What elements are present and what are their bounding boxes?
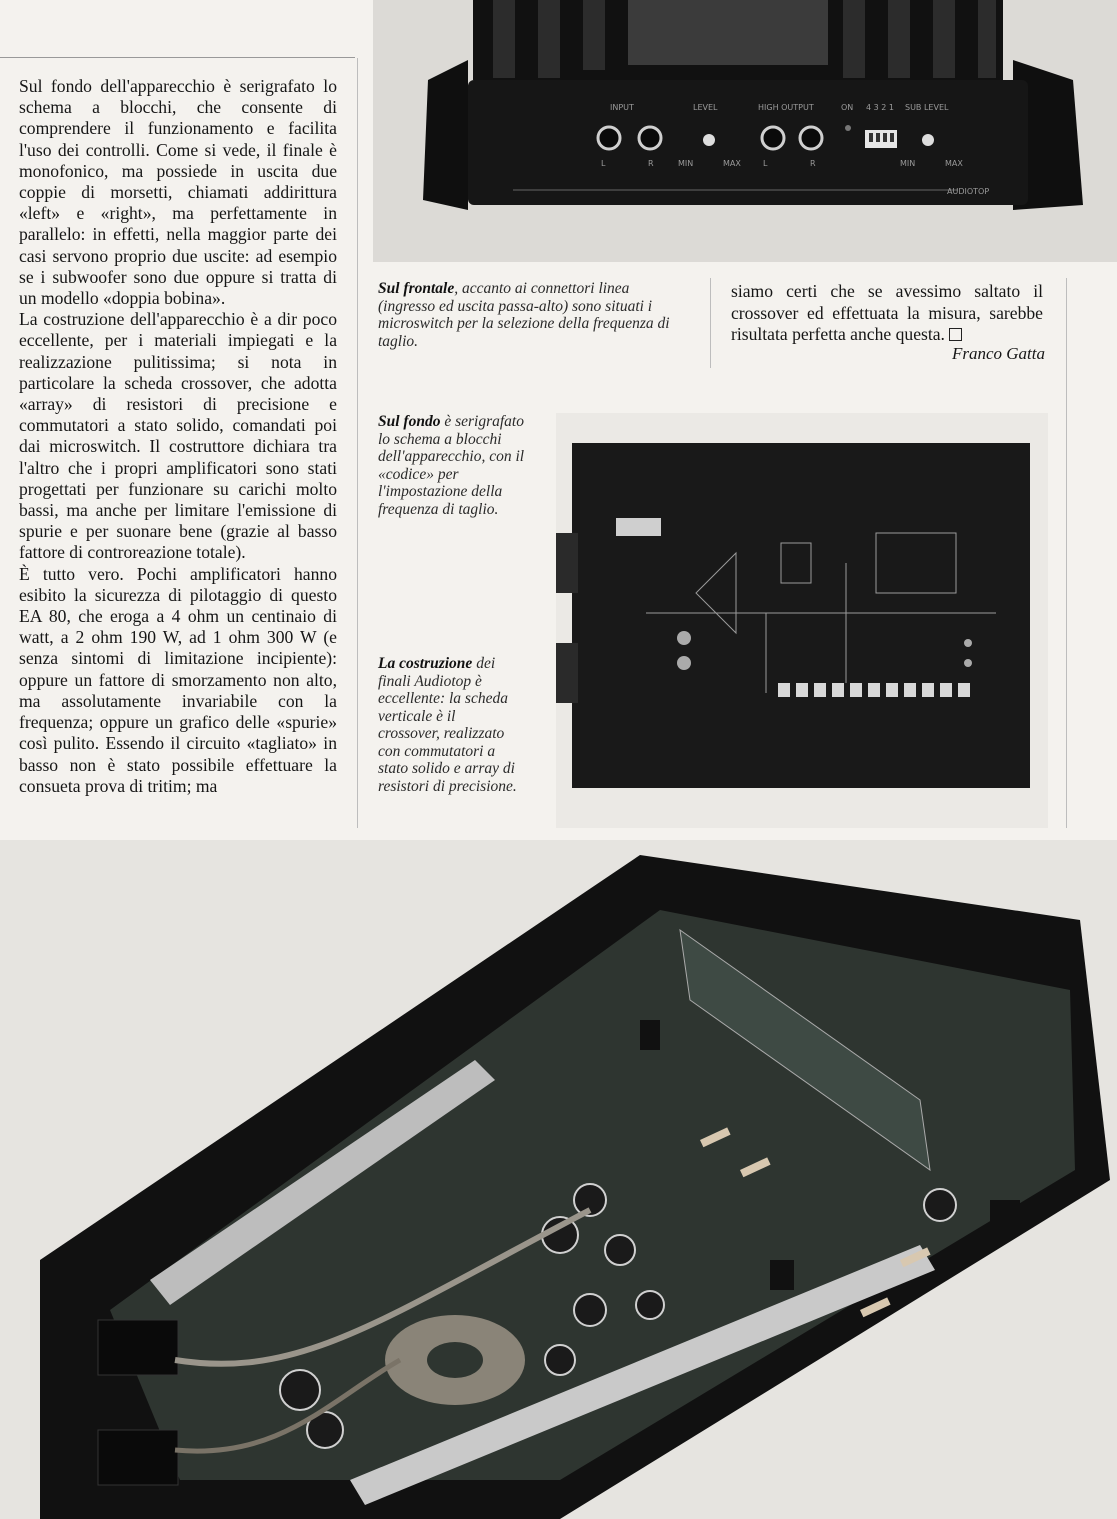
panel-label-high-output: HIGH OUTPUT bbox=[758, 103, 814, 112]
panel-brand: AUDIOTOP bbox=[947, 187, 990, 196]
article-paragraph-3: È tutto vero. Pochi amplificatori hanno esibito la sicurezza di pilotaggio di questo EA 80, che eroga a 4 ohm un centinaio di watt, a 2 ohm 190 W, ad 1 ohm 300 W (e senza sintomi di limitazione incipiente): oppure un fattore di smorzamento non alto, ma assolutamente invariabile con la frequenza; oppure un grafico delle «spurie» così pulito. Essendo il circuito «tagliato» in basso non è stato possibile effettuare la consueta prova di tritim; ma bbox=[19, 563, 337, 796]
column-divider-left bbox=[357, 58, 358, 828]
level-knob bbox=[703, 134, 715, 146]
panel-label-l1: L bbox=[601, 159, 606, 168]
rca-output-left bbox=[762, 127, 784, 149]
article-paragraph-2: La costruzione dell'apparecchio è a dir poco eccellente, per i materiali impiegati e la realizzazione pulitissima; si nota in particolare la scheda crossover, che adotta «array» di resistori di precisione e commutatori a stato solido, comandati poi dai microswitch. Il costruttore dichiara tra l'altro che i propri amplificatori sono stati progettati per funzionare su carichi molto bassi, ma anche per limitare l'emissione di spurie e per suonare bene (grazie al basso fattore di controreazione totale). bbox=[19, 309, 337, 563]
panel-label-l2: L bbox=[763, 159, 768, 168]
caption-bottom-lead: Sul fondo bbox=[378, 413, 441, 430]
panel-label-input: INPUT bbox=[610, 103, 634, 112]
column-divider-middle bbox=[710, 278, 711, 368]
caption-construction bbox=[378, 655, 518, 795]
caption-bottom-text: è serigrafato lo schema a blocchi dell'apparecchio, con il «codice» per l'impostazione della frequenza di taglio. bbox=[378, 413, 525, 518]
rca-input-left bbox=[598, 127, 620, 149]
panel-label-max1: MAX bbox=[723, 159, 741, 168]
panel-label-min1: MIN bbox=[678, 159, 694, 168]
caption-front-lead: Sul frontale bbox=[378, 280, 455, 297]
panel-label-sub-level: SUB LEVEL bbox=[905, 103, 949, 112]
panel-label-r2: R bbox=[810, 159, 816, 168]
column-divider-right bbox=[1066, 278, 1067, 828]
caption-bottom bbox=[378, 413, 536, 518]
caption-front-text: , accanto ai connettori linea (ingresso ed uscita passa-alto) sono situati i microswitch per la selezione della frequenza di taglio. bbox=[378, 280, 670, 350]
rca-input-right bbox=[639, 127, 661, 149]
panel-label-r1: R bbox=[648, 159, 654, 168]
top-rule bbox=[0, 57, 355, 58]
panel-label-on: ON bbox=[841, 103, 854, 112]
end-mark-icon bbox=[949, 328, 962, 341]
caption-construction-lead: La costruzione bbox=[378, 655, 473, 672]
sub-level-knob bbox=[922, 134, 934, 146]
panel-label-max2: MAX bbox=[945, 159, 963, 168]
front-panel-photo bbox=[373, 0, 1117, 262]
internal-construction-photo bbox=[0, 840, 1117, 1519]
author-byline: Franco Gatta bbox=[951, 344, 1045, 363]
caption-front bbox=[378, 280, 678, 350]
article-left-column bbox=[19, 76, 337, 797]
panel-label-min2: MIN bbox=[900, 159, 916, 168]
caption-construction-text: dei finali Audiotop è eccellente: la scheda verticale è il crossover, realizzato con commutatori a stato solido e array di resistori di precisione. bbox=[378, 655, 517, 795]
panel-label-level: LEVEL bbox=[693, 103, 718, 112]
rca-output-right bbox=[800, 127, 822, 149]
bottom-panel-photo bbox=[556, 413, 1048, 828]
panel-label-dip: 4 3 2 1 bbox=[866, 103, 894, 112]
article-right-column bbox=[731, 281, 1043, 346]
article-conclusion: siamo certi che se avessimo saltato il crossover ed effettuata la misura, sarebbe risultata perfetta anche questa. bbox=[731, 281, 1043, 344]
article-paragraph-1: Sul fondo dell'apparecchio è serigrafato lo schema a blocchi, che consente di comprendere il funzionamento e facilita l'uso dei controlli. Come si vede, il finale è monofonico, ma possiede in uscita due coppie di morsetti, chiamati addirittura «left» e «right», ma perfettamente in parallelo: in effetti, nella maggior parte dei casi servono proprio due uscite: ad esempio se i subwoofer sono due oppure si tratta di un modello «doppia bobina». bbox=[19, 76, 337, 309]
